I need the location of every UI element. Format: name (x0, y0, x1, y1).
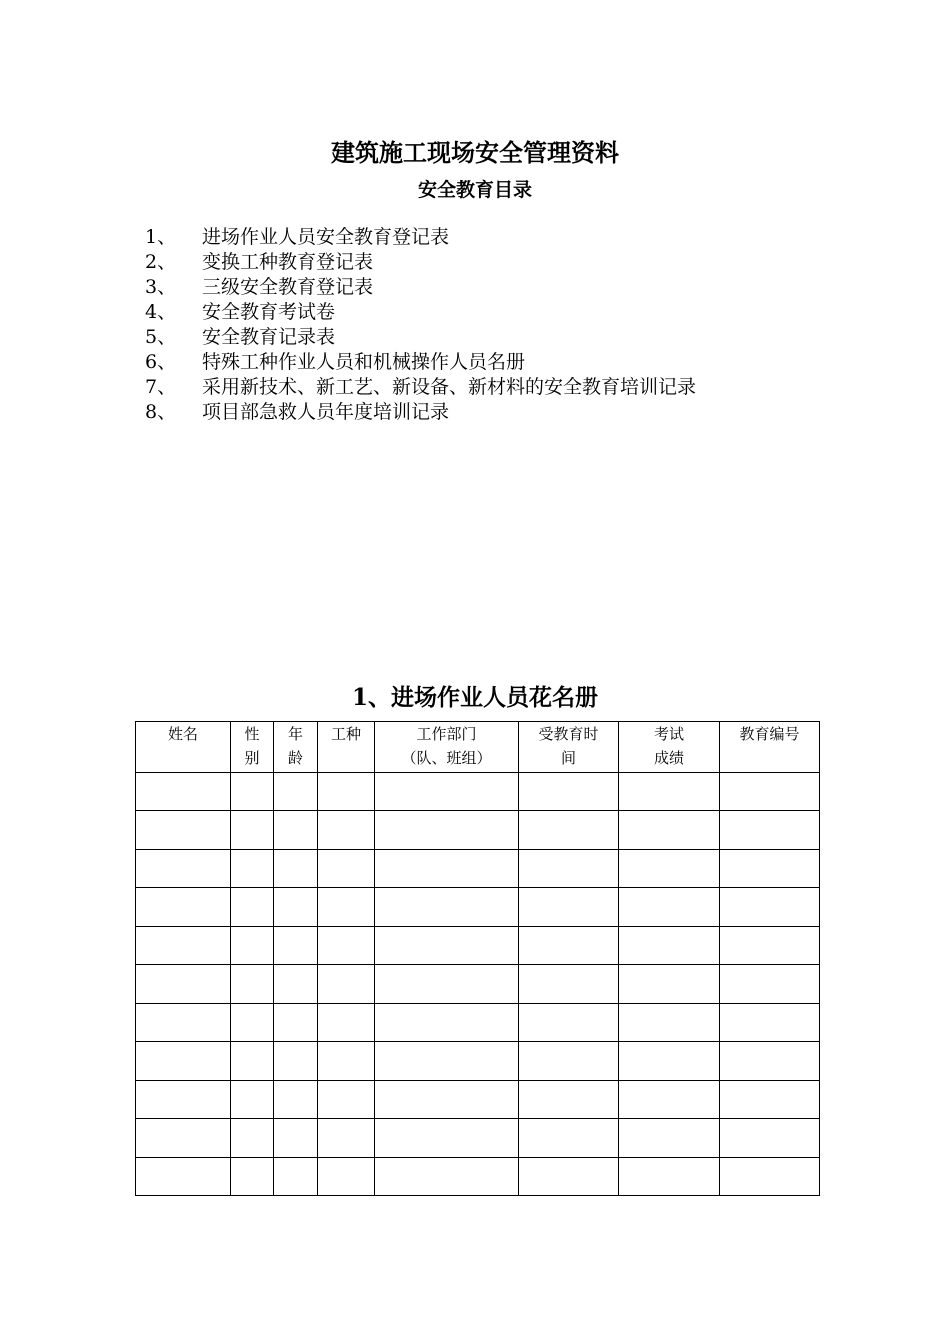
toc-item-label: 安全教育考试卷 (202, 301, 336, 323)
table-cell[interactable] (375, 1119, 519, 1157)
table-cell[interactable] (136, 1003, 231, 1041)
table-cell[interactable] (375, 1157, 519, 1195)
table-cell[interactable] (720, 926, 820, 964)
table-cell[interactable] (231, 773, 274, 811)
toc-item-number: 1、 (145, 226, 177, 248)
table-cell[interactable] (274, 1042, 318, 1080)
table-row (136, 888, 820, 926)
toc-item-label: 进场作业人员安全教育登记表 (202, 226, 450, 248)
table-cell[interactable] (519, 1003, 619, 1041)
table-cell[interactable] (375, 849, 519, 887)
table-cell[interactable] (519, 1042, 619, 1080)
toc-item-label: 变换工种教育登记表 (202, 251, 374, 273)
table-cell[interactable] (619, 1080, 720, 1118)
table-cell[interactable] (136, 926, 231, 964)
page-subtitle: 安全教育目录 (417, 179, 532, 201)
table-cell[interactable] (318, 888, 375, 926)
column-header-exam-score: 考试 成绩 (619, 722, 720, 773)
table-cell[interactable] (375, 965, 519, 1003)
table-cell[interactable] (519, 888, 619, 926)
column-header-education-time: 受教育时 间 (519, 722, 619, 773)
column-header-department: 工作部门 （队、班组） (375, 722, 519, 773)
toc-item (145, 225, 905, 250)
table-cell[interactable] (231, 1042, 274, 1080)
table-cell[interactable] (720, 849, 820, 887)
toc-item-number: 6、 (145, 351, 177, 373)
column-header-gender: 性 别 (231, 722, 274, 773)
table-cell[interactable] (136, 811, 231, 849)
roster-table-body (136, 773, 820, 1196)
table-row (136, 965, 820, 1003)
column-header-name: 姓名 (136, 722, 231, 773)
table-row (136, 773, 820, 811)
table-cell[interactable] (720, 1042, 820, 1080)
toc-item (145, 325, 905, 350)
table-cell[interactable] (274, 811, 318, 849)
table-cell[interactable] (519, 1119, 619, 1157)
table-cell[interactable] (519, 926, 619, 964)
table-row (136, 1080, 820, 1118)
table-cell[interactable] (136, 965, 231, 1003)
column-header-age: 年 龄 (274, 722, 318, 773)
table-cell[interactable] (274, 1003, 318, 1041)
table-cell[interactable] (720, 1003, 820, 1041)
toc-item-number: 7、 (145, 376, 177, 398)
toc-item (145, 300, 905, 325)
toc-item-label: 采用新技术、新工艺、新设备、新材料的安全教育培训记录 (202, 376, 697, 398)
table-cell[interactable] (318, 1042, 375, 1080)
table-cell[interactable] (619, 849, 720, 887)
table-cell[interactable] (720, 1080, 820, 1118)
table-cell[interactable] (318, 926, 375, 964)
table-cell[interactable] (274, 1119, 318, 1157)
table-cell[interactable] (318, 1003, 375, 1041)
table-cell[interactable] (274, 1080, 318, 1118)
table-cell[interactable] (274, 888, 318, 926)
table-cell[interactable] (318, 1119, 375, 1157)
table-row (136, 1003, 820, 1041)
table-cell[interactable] (619, 888, 720, 926)
toc-item-number: 2、 (145, 251, 177, 273)
table-cell[interactable] (519, 965, 619, 1003)
section-title: 1、进场作业人员花名册 (351, 684, 598, 711)
table-cell[interactable] (519, 1080, 619, 1118)
table-row (136, 1157, 820, 1195)
table-cell[interactable] (318, 811, 375, 849)
table-cell[interactable] (318, 1157, 375, 1195)
table-cell[interactable] (318, 773, 375, 811)
table-cell[interactable] (318, 849, 375, 887)
toc-item (145, 375, 905, 400)
table-cell[interactable] (619, 1119, 720, 1157)
table-cell[interactable] (231, 926, 274, 964)
table-cell[interactable] (375, 926, 519, 964)
table-cell[interactable] (274, 1157, 318, 1195)
table-cell[interactable] (136, 1042, 231, 1080)
table-cell[interactable] (375, 888, 519, 926)
table-cell[interactable] (231, 888, 274, 926)
table-row (136, 1042, 820, 1080)
table-cell[interactable] (375, 1080, 519, 1118)
table-row (136, 926, 820, 964)
toc-item (145, 275, 905, 300)
table-cell[interactable] (136, 1157, 231, 1195)
toc-item-label: 安全教育记录表 (202, 326, 336, 348)
table-cell[interactable] (231, 1119, 274, 1157)
table-cell[interactable] (375, 773, 519, 811)
toc-item (145, 350, 905, 375)
table-cell[interactable] (136, 773, 231, 811)
roster-table (135, 721, 820, 1196)
table-cell[interactable] (720, 773, 820, 811)
table-cell[interactable] (519, 811, 619, 849)
table-cell[interactable] (375, 1003, 519, 1041)
table-cell[interactable] (136, 1119, 231, 1157)
table-cell[interactable] (619, 1003, 720, 1041)
table-cell[interactable] (136, 888, 231, 926)
table-cell[interactable] (231, 1080, 274, 1118)
table-cell[interactable] (619, 1042, 720, 1080)
table-cell[interactable] (720, 811, 820, 849)
table-cell[interactable] (231, 965, 274, 1003)
table-cell[interactable] (619, 811, 720, 849)
table-cell[interactable] (375, 811, 519, 849)
table-cell[interactable] (274, 926, 318, 964)
toc-item (145, 400, 905, 425)
table-cell[interactable] (720, 1119, 820, 1157)
column-header-education-number: 教育编号 (720, 722, 820, 773)
toc-item (145, 250, 905, 275)
table-cell[interactable] (274, 965, 318, 1003)
table-cell[interactable] (274, 773, 318, 811)
table-cell[interactable] (318, 1080, 375, 1118)
table-cell[interactable] (619, 926, 720, 964)
table-row (136, 849, 820, 887)
table-cell[interactable] (619, 1157, 720, 1195)
page-title: 建筑施工现场安全管理资料 (331, 139, 619, 167)
table-cell[interactable] (274, 849, 318, 887)
toc-item-number: 3、 (145, 276, 177, 298)
table-cell[interactable] (231, 811, 274, 849)
table-cell[interactable] (619, 965, 720, 1003)
column-header-trade: 工种 (318, 722, 375, 773)
table-cell[interactable] (318, 965, 375, 1003)
table-cell[interactable] (375, 1042, 519, 1080)
table-cell[interactable] (231, 1157, 274, 1195)
table-cell[interactable] (136, 1080, 231, 1118)
toc-item-label: 项目部急救人员年度培训记录 (202, 401, 450, 423)
table-cell[interactable] (619, 773, 720, 811)
table-cell[interactable] (519, 849, 619, 887)
toc-item-number: 4、 (145, 301, 177, 323)
toc-item-number: 5、 (145, 326, 177, 348)
table-cell[interactable] (136, 849, 231, 887)
table-cell[interactable] (231, 1003, 274, 1041)
table-row (136, 1119, 820, 1157)
table-cell[interactable] (519, 773, 619, 811)
toc-item-label: 三级安全教育登记表 (202, 276, 374, 298)
toc-list (145, 225, 905, 425)
table-cell[interactable] (231, 849, 274, 887)
toc-item-label: 特殊工种作业人员和机械操作人员名册 (202, 351, 526, 373)
table-cell[interactable] (720, 888, 820, 926)
table-cell[interactable] (720, 1157, 820, 1195)
table-row (136, 811, 820, 849)
table-cell[interactable] (519, 1157, 619, 1195)
table-header-row (136, 722, 820, 773)
toc-item-number: 8、 (145, 401, 177, 423)
table-cell[interactable] (720, 965, 820, 1003)
